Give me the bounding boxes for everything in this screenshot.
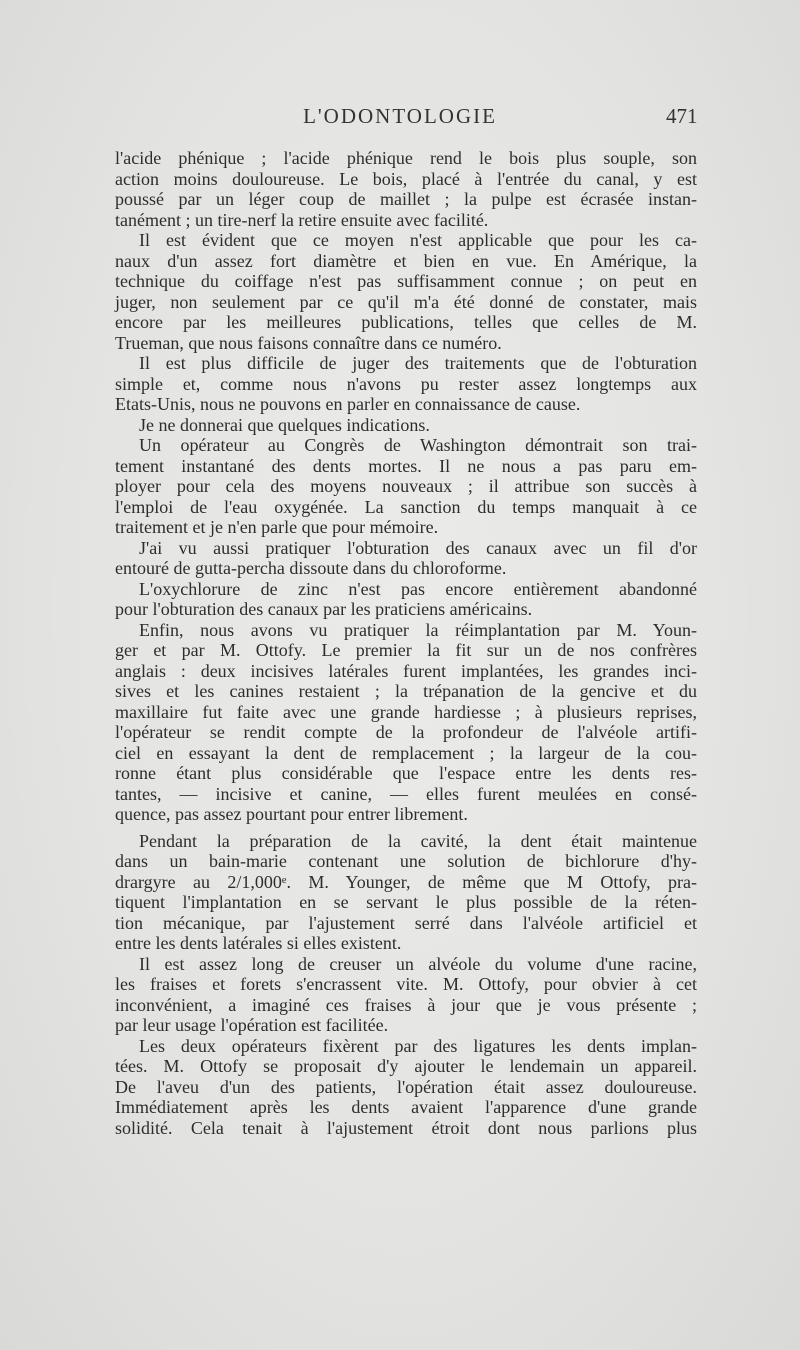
paragraph (115, 148, 697, 230)
text-line: ployer pour cela des moyens nouveaux ; il attribue son succès à (115, 476, 697, 496)
text-line: naux d'un assez fort diamètre et bien en vue. En Amérique, la (115, 250, 697, 271)
text-line: l'opérateur se rendit compte de la profondeur de l'alvéole artifi- (115, 722, 697, 742)
text-line: Je ne donnerai que quelques indications. (139, 414, 430, 435)
text-line: juger, non seulement par ce qu'il m'a été donné de constater, mais (115, 291, 697, 312)
paragraph (115, 435, 697, 538)
text-line: maxillaire fut faite avec une grande hardiesse ; à plusieurs reprises, (115, 701, 697, 722)
text-line: solidité. Cela tenait à l'ajustement étroit dont nous parlions plus (115, 1117, 697, 1138)
paragraph (115, 353, 697, 415)
text-line: tiquent l'implantation en se servant le plus possible de la réten- (115, 892, 697, 912)
text-line: tion mécanique, par l'ajustement serré dans l'alvéole artificiel et (115, 912, 697, 933)
text-line: Un opérateur au Congrès de Washington démontrait son trai- (139, 435, 697, 455)
paragraph (115, 831, 697, 954)
text-line: Il est plus difficile de juger des traitements que de l'obturation (139, 353, 697, 373)
text-line: tées. M. Ottofy se proposait d'y ajouter le lendemain un appareil. (115, 1056, 697, 1076)
text-line: encore par les meilleures publications, telles que celles de M. (115, 312, 697, 332)
text-line: Il est assez long de creuser un alvéole du volume d'une racine, (139, 953, 697, 974)
body-text (115, 148, 697, 1138)
text-line: par leur usage l'opération est facilitée. (115, 1015, 389, 1035)
text-line: quence, pas assez pourtant pour entrer librement. (115, 804, 468, 824)
text-line: ger et par M. Ottofy. Le premier la fit sur un de nos confrères (115, 640, 697, 660)
paragraph (115, 620, 697, 825)
paragraph (115, 538, 697, 579)
paragraph (115, 415, 697, 436)
text-line: Trueman, que nous faisons connaître dans ce numéro. (115, 332, 502, 353)
page-number: 471 (666, 104, 698, 128)
text-line: tanément ; un tire-nerf la retire ensuite avec facilité. (115, 209, 489, 230)
text-line: traitement et je n'en parle que pour mémoire. (115, 517, 439, 537)
text-line: Immédiatement après les dents avaient l'apparence d'une grande (115, 1097, 697, 1117)
text-line: l'acide phénique ; l'acide phénique rend le bois plus souple, son (115, 148, 697, 168)
text-line: technique du coiffage n'est pas suffisamment connue ; on peut en (115, 271, 697, 291)
text-line: anglais : deux incisives latérales furent implantées, les grandes inci- (115, 660, 697, 681)
text-line: L'oxychlorure de zinc n'est pas encore entièrement abandonné (139, 578, 697, 599)
text-line: sives et les canines restaient ; la trépanation de la gencive et du (115, 681, 697, 701)
text-line: Enfin, nous avons vu pratiquer la réimplantation par M. Youn- (139, 619, 697, 640)
journal-title: L'ODONTOLOGIE (303, 104, 497, 128)
text-line: ciel en essayant la dent de remplacement ; la largeur de la cou- (115, 742, 697, 763)
text-line: Pendant la préparation de la cavité, la dent était maintenue (139, 830, 697, 851)
text-line: poussé par un léger coup de maillet ; la pulpe est écrasée instan- (115, 189, 697, 209)
text-line: tantes, — incisive et canine, — elles furent meulées en consé- (115, 783, 697, 804)
text-line: Il est évident que ce moyen n'est applicable que pour les ca- (139, 230, 697, 250)
paragraph (115, 1036, 697, 1139)
text-line: les fraises et forets s'encrassent vite. M. Ottofy, pour obvier à cet (115, 974, 697, 994)
text-line: ronne étant plus considérable que l'espace entre les dents res- (115, 763, 697, 783)
text-line: simple et, comme nous n'avons pu rester assez longtemps aux (115, 373, 697, 394)
paragraph (115, 230, 697, 353)
text-line: inconvénient, a imaginé ces fraises à jour que je vous présente ; (115, 994, 697, 1015)
text-line: entre les dents latérales si elles existent. (115, 933, 402, 953)
text-line: J'ai vu aussi pratiquer l'obturation des canaux avec un fil d'or (139, 537, 697, 558)
text-line: entouré de gutta-percha dissoute dans du chloroforme. (115, 558, 507, 578)
text-line: l'emploi de l'eau oxygénée. La sanction du temps manquait à ce (115, 496, 697, 517)
text-line: Les deux opérateurs fixèrent par des ligatures les dents implan- (139, 1035, 697, 1056)
text-line: De l'aveu d'un des patients, l'opération était assez douloureuse. (115, 1076, 697, 1097)
text-line: Etats-Unis, nous ne pouvons en parler en connaissance de cause. (115, 394, 581, 414)
text-line: pour l'obturation des canaux par les praticiens américains. (115, 599, 533, 619)
text-line: action moins douloureuse. Le bois, placé à l'entrée du canal, y est (115, 168, 697, 189)
paragraph (115, 954, 697, 1036)
paragraph (115, 579, 697, 620)
text-line: drargyre au 2/1,000ᵉ. M. Younger, de même que M Ottofy, pra- (115, 871, 697, 892)
text-line: tement instantané des dents mortes. Il ne nous a pas paru em- (115, 455, 697, 476)
running-head (0, 104, 800, 134)
text-line: dans un bain-marie contenant une solution de bichlorure d'hy- (115, 851, 697, 871)
